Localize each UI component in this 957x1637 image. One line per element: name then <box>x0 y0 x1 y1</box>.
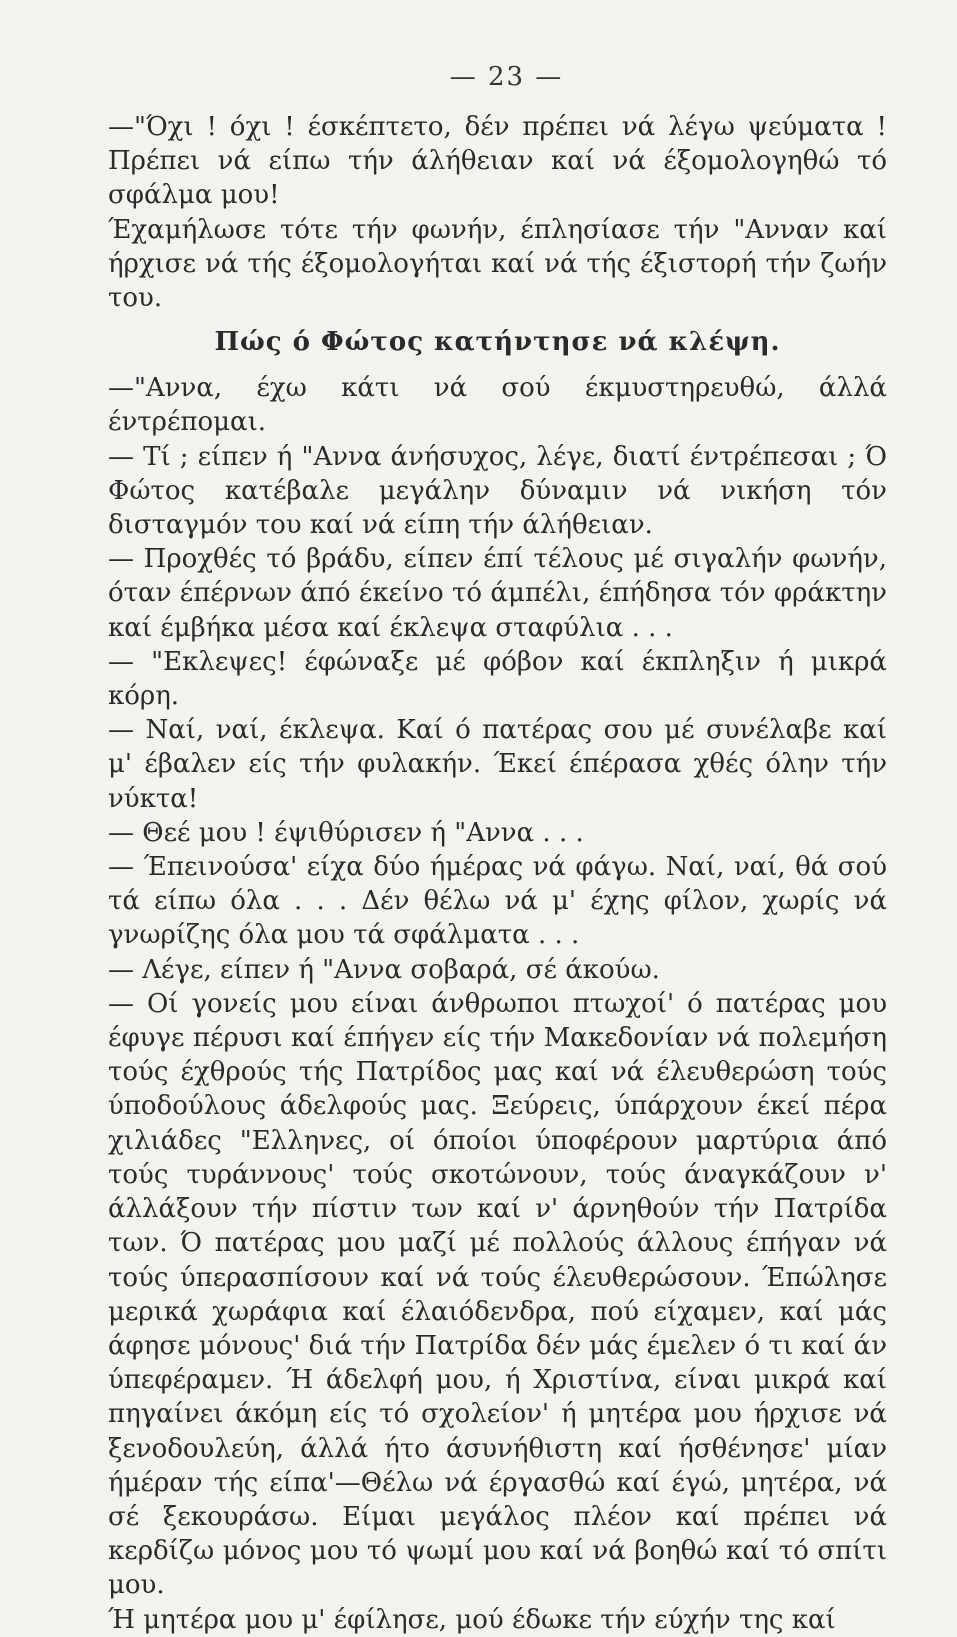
dialog-line-4: — "Εκλεψες! έφώναξε μέ φόβον καί έκπληξιν ή μικρά κόρη. <box>108 646 887 712</box>
dialog-line-6: — Θεέ μου ! έψιθύρισεν ή "Αννα . . . <box>108 817 584 848</box>
dialog-line-10: Ή μητέρα μου μ' έφίλησε, μού έδωκε τήν εύχήν της καί <box>108 1604 836 1635</box>
dialog-line-3: — Προχθές τό βράδυ, είπεν έπί τέλους μέ σιγαλήν φωνήν, όταν έπέρνων άπό έκείνο τό άμπέλι, έπήδησα τόν φράκτην καί έμβήκα μέσα καί έκλεψα σταφύλια . . . <box>108 544 887 643</box>
page-body <box>108 110 887 1637</box>
dialog-line-5: — Ναί, ναί, έκλεψα. Καί ό πατέρας σου μέ συνέλαβε καί μ' έβαλεν είς τήν φυλακήν. Έκεί έπέρασα χθές όλην τήν νύκτα! <box>108 715 887 814</box>
dialog-line-7: — Έπεινούσα' είχα δύο ήμέρας νά φάγω. Ναί, ναί, θά σού τά είπω όλα . . . Δέν θέλω νά μ' έχης φίλον, χωρίς νά γνωρίζης όλα μου τά σφάλματα . . . <box>108 852 887 951</box>
dialog-line-2: — Τί ; είπεν ή "Αννα άνήσυχος, λέγε, διατί έντρέπεσαι ; Ό Φώτος κατέβαλε μεγάλην δύναμιν νά νικήση τόν δισταγμόν του καί νά είπη τήν άλήθειαν. <box>108 441 887 541</box>
dialog-line-1: —"Αννα, έχω κάτι νά σού έκμυστηρευθώ, άλλά έντρέπομαι. <box>108 373 887 438</box>
dialog-line-8: — Λέγε, είπεν ή "Αννα σοβαρά, σέ άκούω. <box>108 954 660 985</box>
opening-paragraph-1: —"Όχι ! όχι ! έσκέπτετο, δέν πρέπει νά λέγω ψεύματα ! Πρέπει νά είπω τήν άλήθειαν καί νά έξομολογηθώ τό σφάλμα μου! <box>108 112 887 211</box>
section-title: Πώς ό Φώτος κατήντησε νά κλέψη. <box>214 327 781 358</box>
opening-paragraph-2: Έχαμήλωσε τότε τήν φωνήν, έπλησίασε τήν "Ανναν καί ήρχισε νά τής έξομολογήται καί νά τής έξιστορή τήν ζωήν του. <box>108 214 887 314</box>
dialog-line-9: — Οί γονείς μου είναι άνθρωποι πτωχοί' ό πατέρας μου έφυγε πέρυσι καί έπήγεν είς τήν Μακεδονίαν νά πολεμήση τούς έχθρούς τής Πατρίδος μας καί νά έλευθερώση τούς ύποδούλους άδελφούς μας. Ξεύρεις, ύπάρχουν έκεί πέρα χιλιάδες "Ελληνες, οί όποίοι ύποφέρουν μαρτύρια άπό τούς τυράννους' τούς σκοτώνουν, τούς άναγκάζουν ν' άλλάξουν τήν πίστιν των καί ν' άρνηθούν τήν Πατρίδα των. Ό πατέρας μου μαζί μέ πολλούς άλλους έπήγαν νά τούς ύπερασπίσουν καί νά τούς έλευθερώσουν. Έπώλησε μερικά χωράφια καί έλαιόδενδρα, πού είχαμεν, καί μάς άφησε μόνους' διά τήν Πατρίδα δέν μάς έμελεν ό τι καί άν ύπεφέραμεν. Ή άδελφή μου, ή Χριστίνα, είναι μικρά καί πηγαίνει άκόμη είς τό σχολείον' ή μητέρα μου ήρχισε νά ξενοδουλεύη, άλλά ήτο άσυνήθιστη καί ήσθένησε' μίαν ήμέραν τής είπα'—Θέλω νά έργασθώ καί έγώ, μητέρα, νά σέ ξεκουράσω. Είμαι μεγάλος πλέον καί πρέπει νά κερδίζω μόνος μου τό ψωμί μου καί νά βοηθώ καί τό σπίτι μου. <box>108 988 887 1601</box>
page-number: — 23 — <box>449 62 564 92</box>
